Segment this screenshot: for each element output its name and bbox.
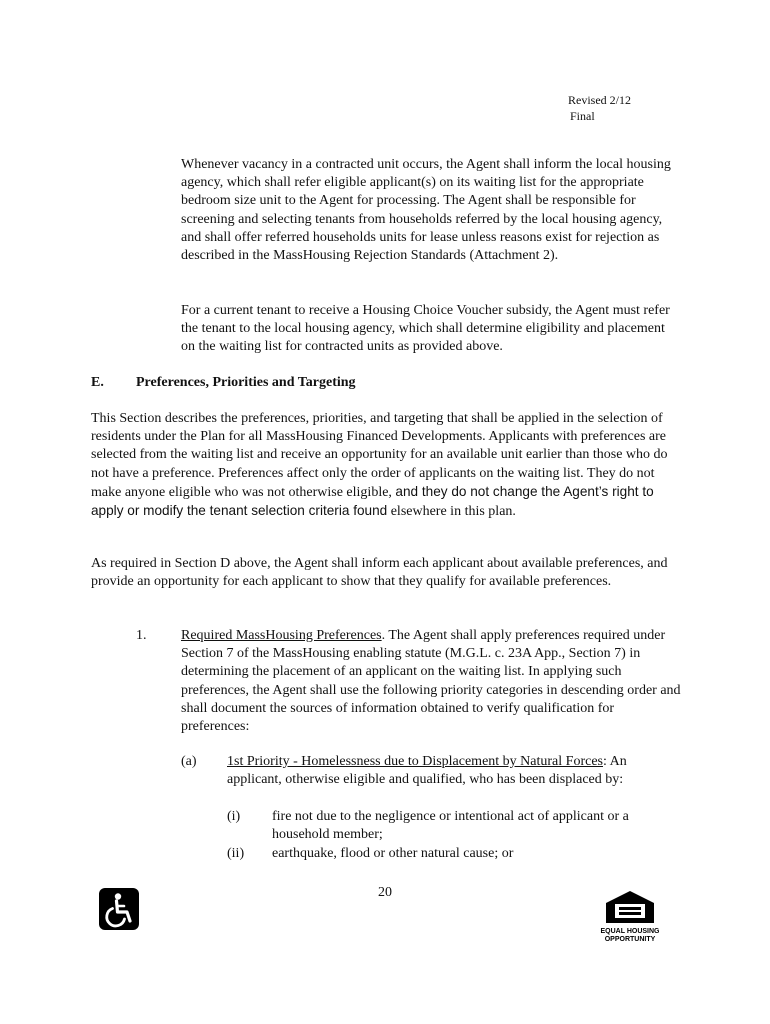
eho-text-line2: OPPORTUNITY — [604, 936, 656, 943]
eho-text-line1: EQUAL HOUSING — [600, 928, 660, 935]
wheelchair-icon — [99, 888, 139, 930]
subitem-heading: 1st Priority - Homelessness due to Displacement by Natural Forces — [227, 754, 603, 769]
equal-housing-opportunity-icon — [598, 889, 662, 945]
intro-text-part3: elsewhere in this plan. — [390, 504, 516, 520]
required-paragraph: As required in Section D above, the Agent shall inform each applicant about available preferences, and provide an opportunity for each applicant to show that they qualify for available preferences. — [91, 556, 668, 590]
roman-label: (ii) — [227, 846, 245, 861]
item-required-preferences — [181, 627, 681, 736]
section-letter: E. — [91, 375, 104, 390]
section-intro-paragraph — [91, 410, 683, 521]
intro-text-part2: and they do not change the Agent’s right to apply or modify the tenant selection criteria found — [91, 483, 654, 519]
section-title: Preferences, Priorities and Targeting — [136, 375, 356, 390]
subitem-first-priority — [227, 753, 681, 789]
subitem-label: (a) — [181, 754, 197, 769]
item-text: . The Agent shall apply preferences required under Section 7 of the MassHousing enabling statute (M.G.L. c. 23A App., Section 7) in determining the placement of an applicant on the waiting list. In applying such preferences, the Agent shall use the following priority categories in descending order and shall document the sources of information obtained to verify qualification for preferences: — [181, 628, 681, 735]
roman-item-text: fire not due to the negligence or intentional act of applicant or a household member; — [272, 809, 629, 843]
roman-label: (i) — [227, 809, 241, 824]
item-heading: Required MassHousing Preferences — [181, 628, 382, 643]
roman-item-text: earthquake, flood or other natural cause; or — [272, 846, 514, 861]
item-number: 1. — [136, 628, 147, 643]
page-number: 20 — [378, 885, 392, 900]
vacancy-paragraph: Whenever vacancy in a contracted unit occurs, the Agent shall inform the local housing agency, which shall refer eligible applicant(s) on its waiting list for the appropriate bedroom size unit to the Agent for processing. The Agent shall be responsible for screening and selecting tenants from households referred by the local housing agency, and shall offer referred households units for lease unless reasons exist for rejection as described in the MassHousing Rejection Standards (Attachment 2). — [181, 157, 671, 264]
subitem-text: : An applicant, otherwise eligible and qualified, who has been displaced by: — [227, 754, 627, 788]
intro-text-part1: This Section describes the preferences, priorities, and targeting that shall be applied in the selection of residents under the Plan for all MassHousing Financed Developments. Applicants with preferences are selected from the waiting list and receive an opportunity for an available unit earlier than those who do not have a preference. Preferences affect only the order of applicants on the waiting list. They do not make anyone eligible who was not otherwise eligible, — [91, 411, 668, 500]
voucher-paragraph: For a current tenant to receive a Housing Choice Voucher subsidy, the Agent must refer the tenant to the local housing agency, which shall determine eligibility and placement on the waiting list for contracted units as provided above. — [181, 303, 670, 355]
revision-date: Revised 2/12 — [568, 93, 631, 107]
revision-status: Final — [570, 109, 595, 123]
